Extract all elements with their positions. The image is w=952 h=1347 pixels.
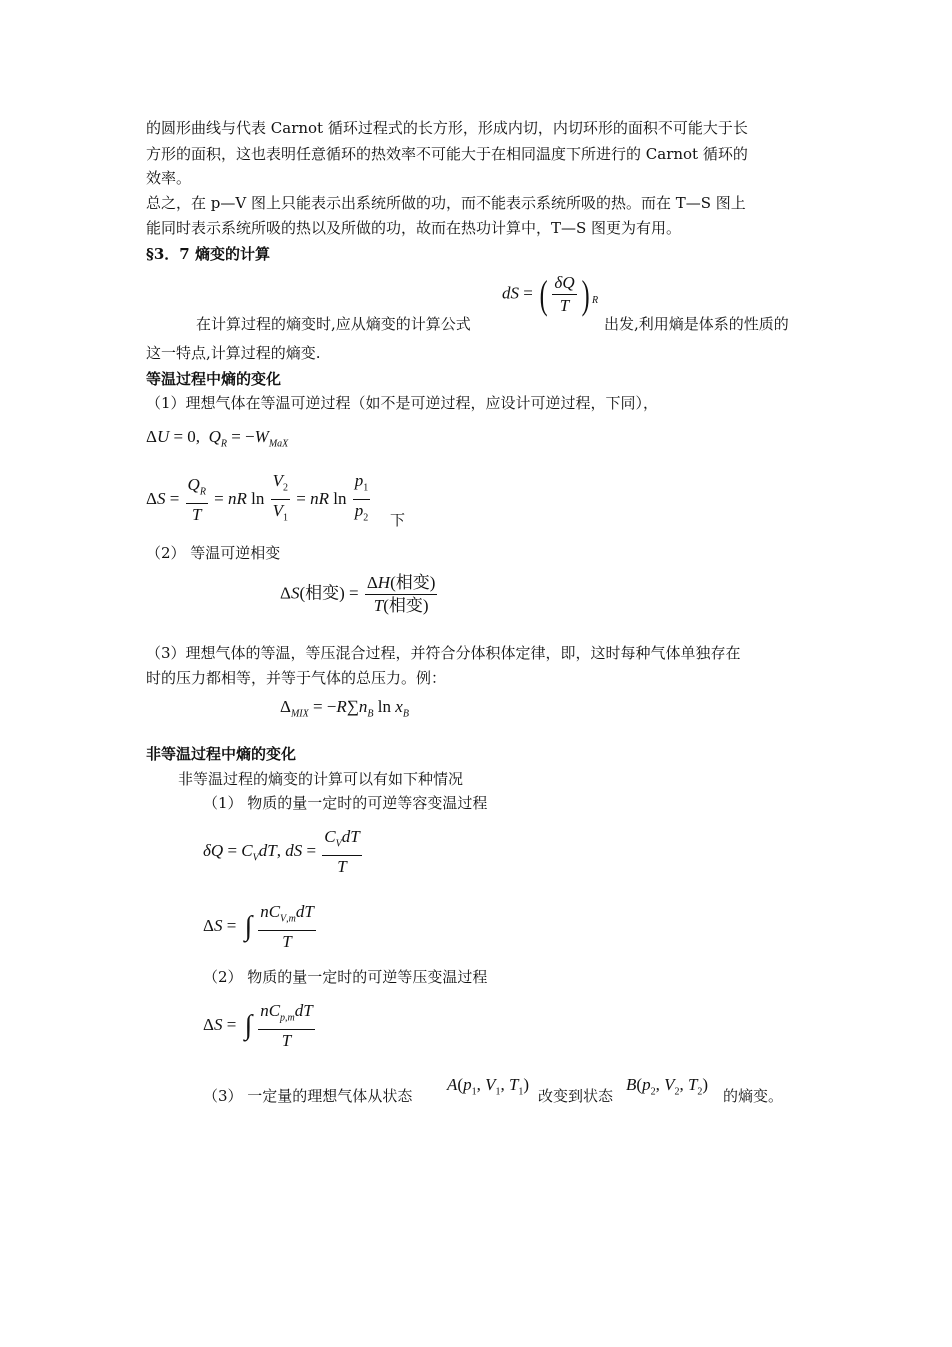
text-line: 能同时表示系统所吸的热以及所做的功，故而在热功计算中，T—S 图更为有用。 — [146, 219, 682, 237]
text-line: （2） 等温可逆相变 — [146, 544, 281, 562]
heading-nonisothermal: 非等温过程中熵的变化 — [146, 745, 297, 763]
equation-phase-change-entropy: ΔS(相变) = $\frac{\text{ΔH(相变)}}{\text{T(相变)}}$ — [280, 573, 436, 615]
text-line: 改变到状态 — [538, 1087, 614, 1105]
equation-mixing-entropy: $\Delta_{MIX} = -R\sum n_B$ $\ln x_B$ — [280, 697, 409, 720]
text-line: 效率。 — [146, 169, 192, 187]
equation-isobaric-entropy: ΔS = ∫ $\frac{nC_{p,m}dT}{T}$ — [203, 1001, 313, 1051]
text-line: 的圆形曲线与代表 Carnot 循环过程式的长方形，形成内切，内切环形的面积不可能大于长 — [146, 119, 748, 137]
text-line: （3）理想气体的等温，等压混合过程，并符合分体积体定律，即，这时每种气体单独存在 — [146, 644, 741, 662]
equation-entropy-definition: dS = ( $\frac{\delta Q}{T}$ ) $_R$ — [502, 271, 599, 317]
text-line: （1） 物质的量一定时的可逆等容变温过程 — [203, 794, 488, 812]
equation-isothermal-entropy: ΔS = $\frac{Q_R}{T}$ = nR ln $\frac{V_2}{V_1}$ = nR ln $\frac{p_1}{p_2}$ — [146, 471, 369, 525]
text-line: 下 — [390, 511, 406, 529]
section-title: §3．7 熵变的计算 — [146, 245, 270, 263]
text-line: 总之，在 p—V 图上只能表示出系统所做的功，而不能表示系统所吸的热。而在 T—S 图上 — [146, 194, 746, 212]
text-line: （1）理想气体在等温可逆过程（如不是可逆过程，应设计可逆过程，下同）， — [146, 394, 659, 412]
text-line: 在计算过程的熵变时,应从熵变的计算公式 — [196, 315, 471, 333]
text-line: （3） 一定量的理想气体从状态 — [203, 1087, 413, 1105]
equation-state-a: $A(p_1$, $V_1$, $T_1$) — [447, 1075, 530, 1098]
text-line: 出发,利用熵是体系的性质的 — [604, 315, 789, 333]
text-line: 的熵变。 — [723, 1087, 784, 1105]
text-line: 时的压力都相等，并等于气体的总压力。例： — [146, 669, 447, 687]
equation-state-b: $B(p_2$, $V_2$, $T_2$) — [626, 1075, 709, 1098]
text-line: （2） 物质的量一定时的可逆等压变温过程 — [203, 968, 488, 986]
heading-isothermal: 等温过程中熵的变化 — [146, 370, 282, 388]
equation-isothermal-conditions: ΔU = 0, $Q_R = -W_{MaX}$ — [146, 427, 289, 450]
equation-isochoric-entropy: ΔS = ∫ $\frac{nC_{V,m}dT}{T}$ — [203, 902, 314, 952]
text-line: 非等温过程的熵变的计算可以有如下种情况 — [178, 770, 464, 788]
text-line: 方形的面积，这也表明任意循环的热效率不可能大于在相同温度下所进行的 Carnot 循环的 — [146, 145, 748, 163]
text-line: 这一特点,计算过程的熵变. — [146, 344, 321, 362]
equation-isochoric-heat: $\delta Q = C_VdT$, dS = $\frac{C_VdT}{T}$ — [203, 827, 360, 877]
